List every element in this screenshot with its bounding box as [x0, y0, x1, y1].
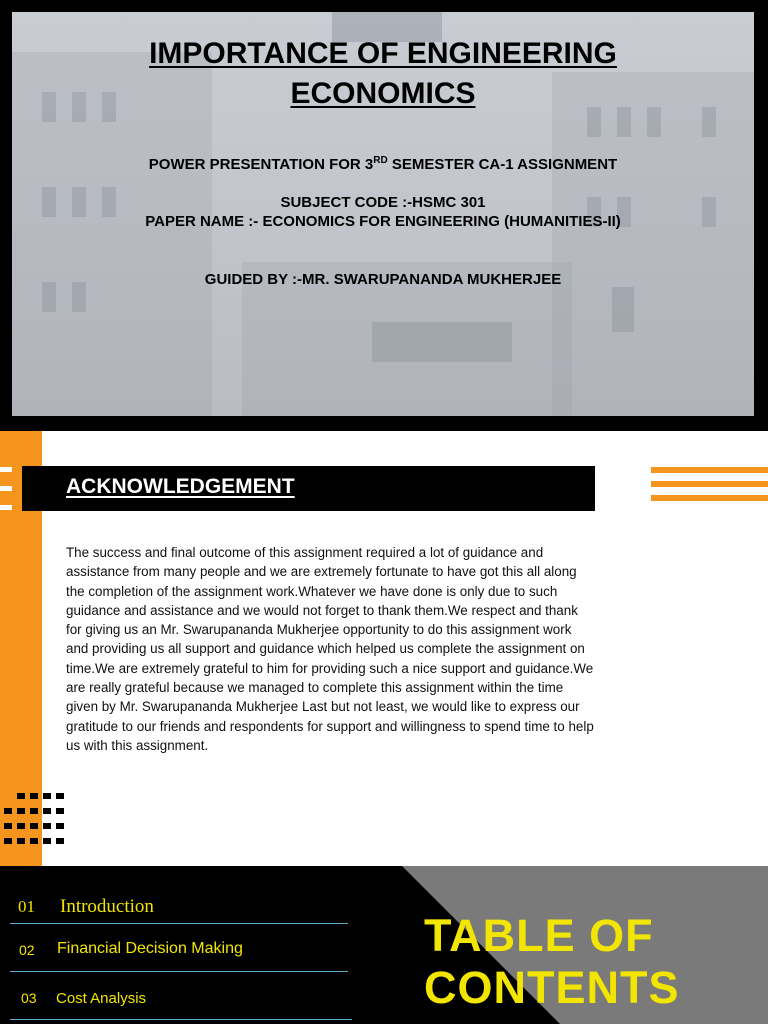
decorative-dot	[4, 823, 12, 829]
presentation-title	[12, 34, 754, 114]
acknowledgement-heading: ACKNOWLEDGEMENT	[66, 475, 295, 498]
toc-item-financial-decision-making[interactable]: Financial Decision Making	[57, 940, 243, 957]
toc-item-2-number: 02	[19, 942, 35, 958]
decorative-dot	[43, 838, 51, 844]
decorative-ticks	[0, 467, 12, 511]
toc-item-1-number: 01	[18, 897, 35, 916]
decorative-dot	[17, 838, 25, 844]
title-line-1: IMPORTANCE OF ENGINEERING	[149, 37, 617, 70]
decorative-dot	[30, 808, 38, 814]
guided-by: GUIDED BY :-MR. SWARUPANANDA MUKHERJEE	[204, 271, 562, 288]
decorative-dot	[30, 823, 38, 829]
toc-title-line-1: TABLE OF	[424, 910, 654, 961]
title-slide	[0, 0, 768, 428]
subject-code: SUBJECT CODE :-HSMC 301	[280, 194, 486, 211]
decorative-dot	[17, 808, 25, 814]
table-of-contents-slide	[0, 866, 768, 1024]
toc-divider	[10, 1019, 352, 1020]
decorative-dot	[17, 793, 25, 799]
acknowledgement-body: The success and final outcome of this assignment required a lot of guidance and assistance from many people and we are extremely fortunate to have got this all along the completion of the assignment work.Whatever we have done is only due to such guidance and assistance and we would not forget to thank them.We respect and thank for giving us an Mr. Swarupananda Mukherjee opportunity to do this assignment work and providing us all support and guidance which helped us complete the assignment on time.We are extremely grateful to him for providing such a nice support and guidance.We are really grateful because we managed to complete this assignment within the time given by Mr. Swarupananda Mukherjee Last but not least, we would like to express our gratitude to our friends and respondents for support and willingness to spend time to help us with this assignment.	[66, 545, 594, 753]
toc-divider	[10, 923, 348, 924]
toc-title-line-2: CONTENTS	[424, 962, 680, 1013]
decorative-dot	[56, 793, 64, 799]
toc-item-3-number: 03	[21, 990, 37, 1006]
decorative-dot	[43, 808, 51, 814]
decorative-dot	[30, 838, 38, 844]
acknowledgement-slide	[0, 431, 768, 866]
decorative-dot	[43, 823, 51, 829]
presentation-subtitle: POWER PRESENTATION FOR 3RD SEMESTER CA-1 ASSIGNMENT	[148, 155, 618, 173]
acknowledgement-banner	[22, 466, 595, 511]
paper-name: PAPER NAME :- ECONOMICS FOR ENGINEERING (HUMANITIES-II)	[145, 213, 621, 230]
title-line-2: ECONOMICS	[290, 77, 476, 110]
table-of-contents-title	[424, 910, 680, 1014]
toc-item-cost-analysis[interactable]: Cost Analysis	[56, 990, 147, 1007]
decorative-dot	[4, 808, 12, 814]
decorative-dot	[56, 838, 64, 844]
decorative-dot	[56, 823, 64, 829]
toc-item-introduction[interactable]: Introduction	[60, 896, 154, 917]
title-slide-background	[12, 12, 754, 416]
decorative-dot	[43, 793, 51, 799]
decorative-dot	[4, 838, 12, 844]
decorative-dot	[17, 823, 25, 829]
decorative-dot	[30, 793, 38, 799]
toc-divider	[10, 971, 348, 972]
decorative-dot	[56, 808, 64, 814]
